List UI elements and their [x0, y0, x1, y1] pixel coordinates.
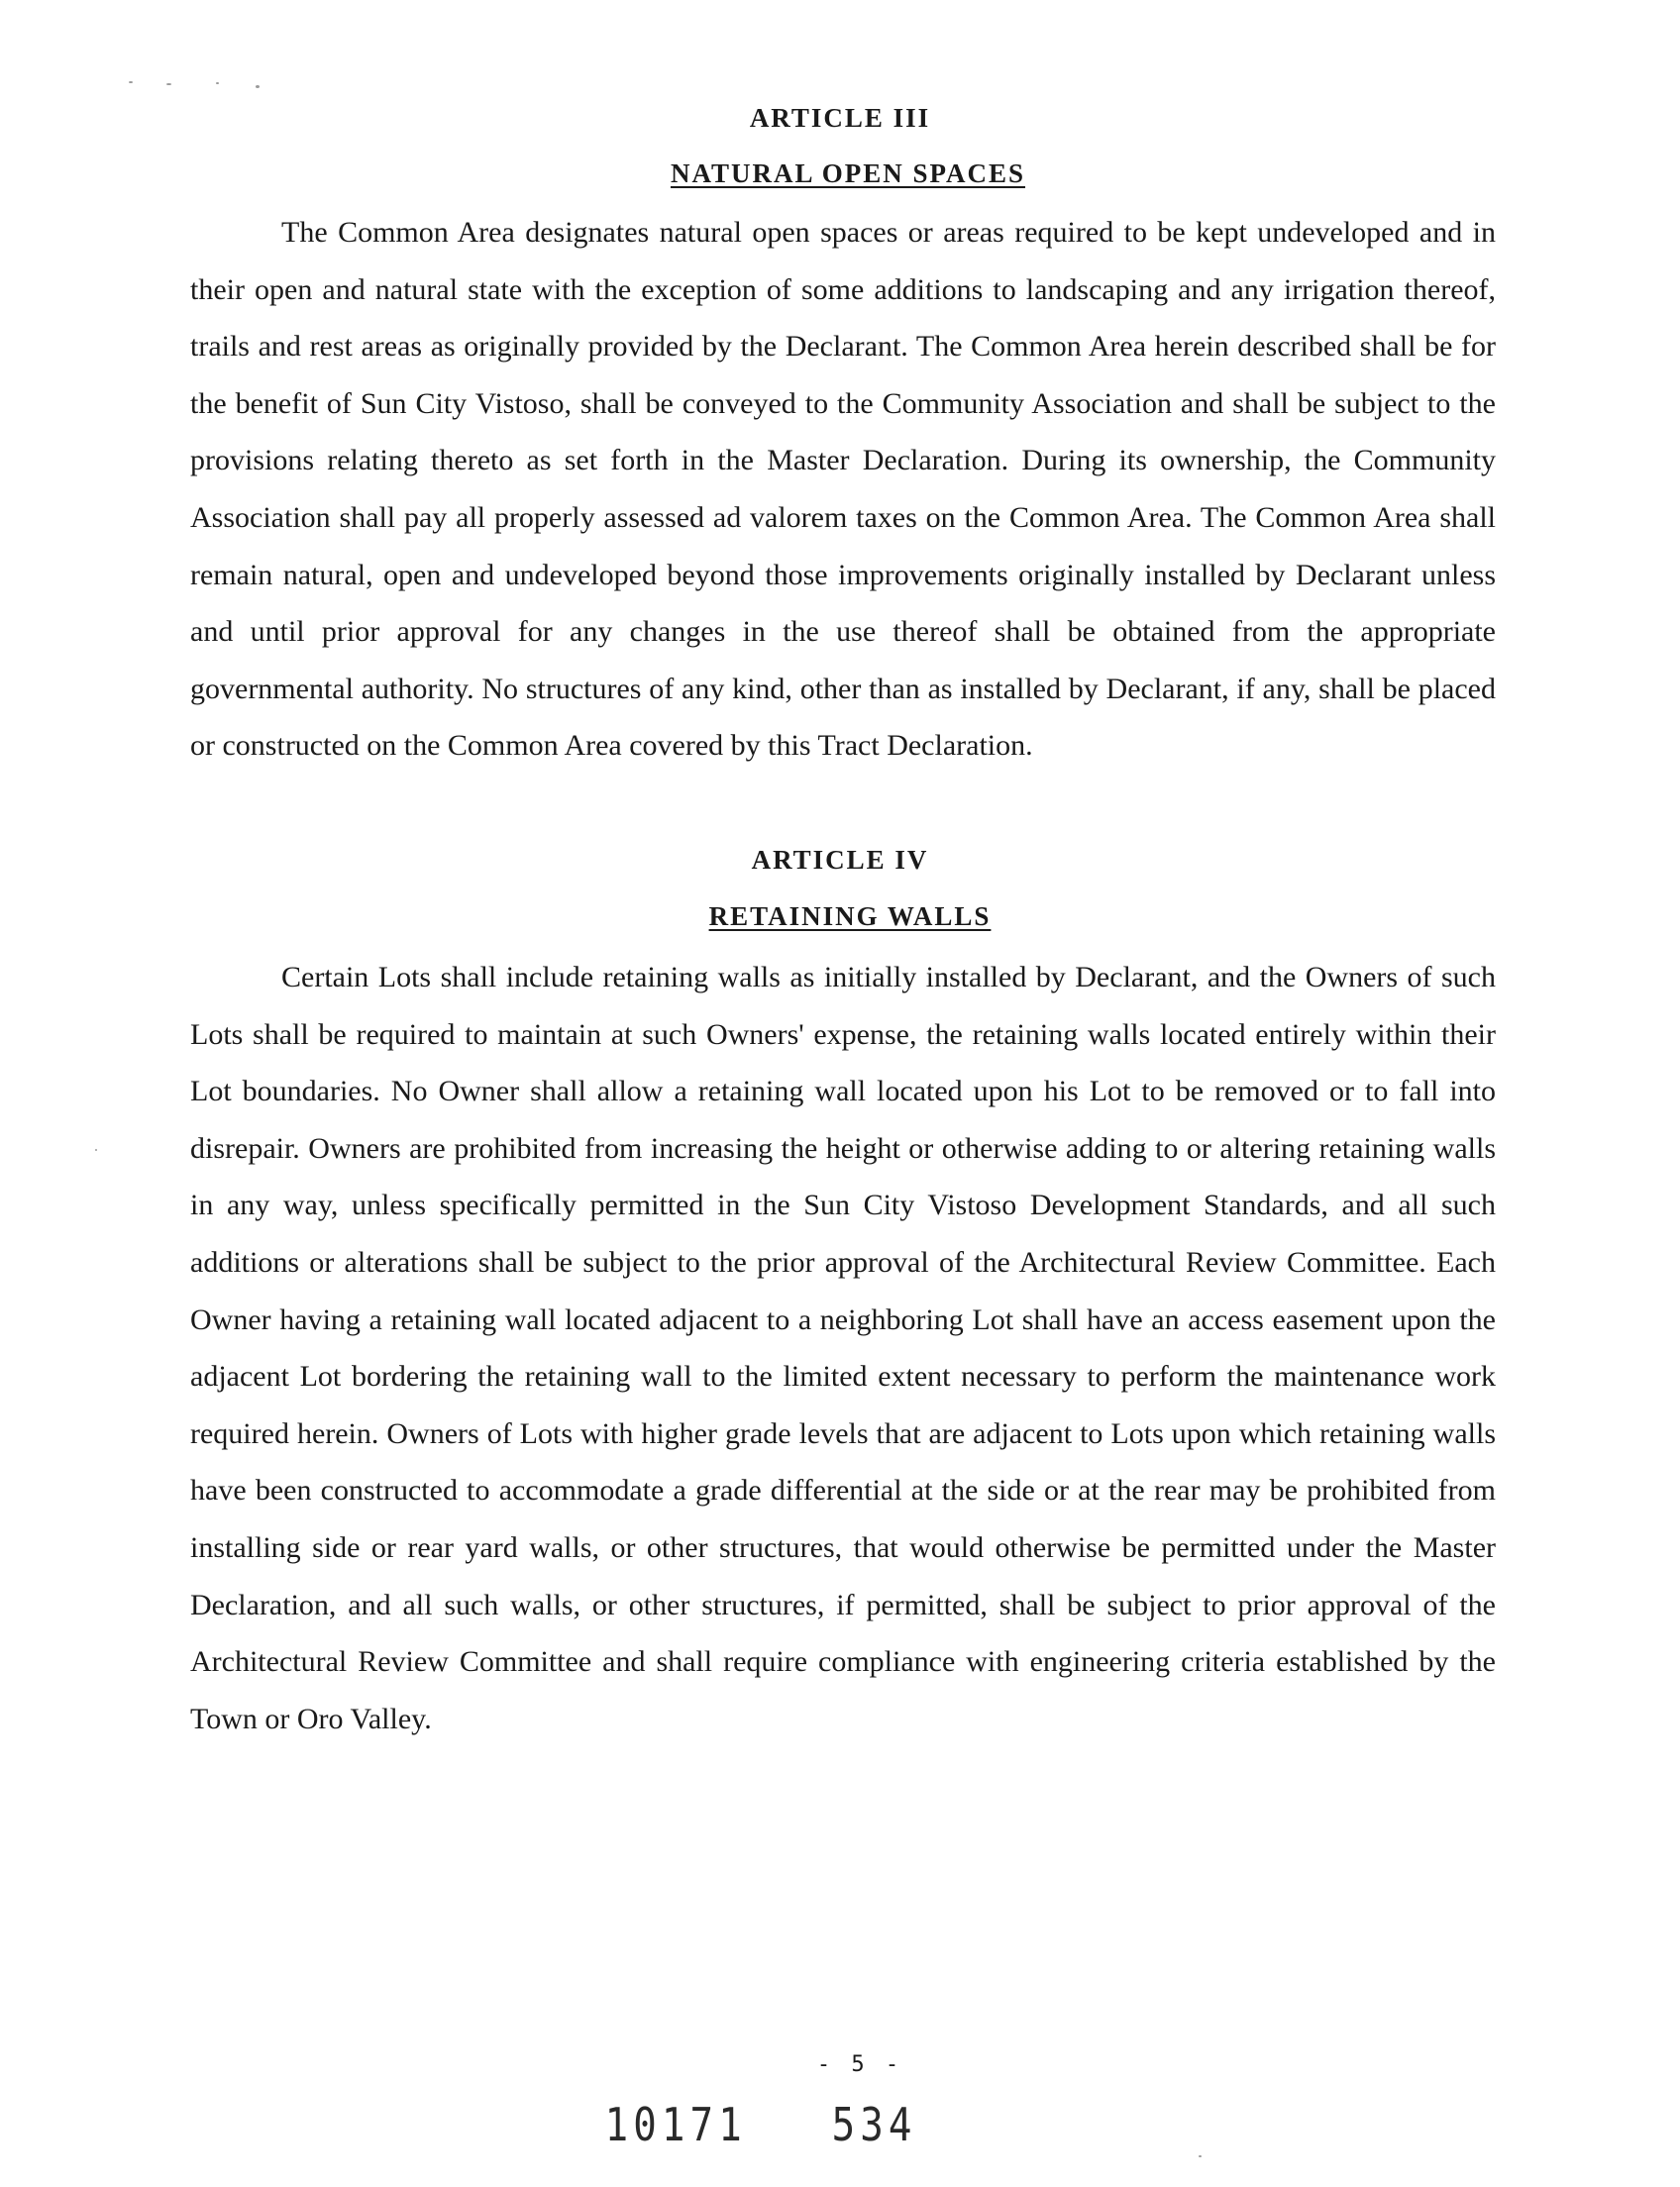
scan-speck	[216, 82, 219, 84]
article-3-paragraph: The Common Area designates natural open spaces or areas required to be kept undeveloped and in their open and natural state with the exception of some additions to landscaping and any irrigation thereof, trails and rest areas as originally provided by the Declarant. The Common Area herein described shall be for the benefit of Sun City Vistoso, shall be conveyed to the Community Association and shall be subject to the provisions relating thereto as set forth in the Master Declaration. During its ownership, the Community Association shall pay all properly assessed ad valorem taxes on the Common Area. The Common Area shall remain natural, open and undeveloped beyond those improvements originally installed by Declarant unless and until prior approval for any changes in the use thereof shall be obtained from the appropriate governmental authority. No structures of any kind, other than as installed by Declarant, if any, shall be placed or constructed on the Common Area covered by this Tract Declaration.	[190, 216, 1496, 763]
scan-speck	[95, 1149, 97, 1151]
scan-speck	[256, 85, 260, 88]
article-3-title: ARTICLE III	[749, 103, 931, 133]
article-4-subtitle	[10, 901, 1680, 932]
page-number: - 5 -	[816, 2052, 903, 2077]
recording-book-stamp: 10171	[604, 2098, 747, 2151]
article-3-subtitle-text: NATURAL OPEN SPACES	[670, 158, 1026, 188]
recording-page-stamp: 534	[831, 2098, 917, 2151]
scan-speck	[1199, 2155, 1202, 2157]
scan-speck	[166, 83, 171, 85]
article-4-paragraph: Certain Lots shall include retaining walls as initially installed by Declarant, and the Owners of such Lots shall be required to maintain at such Owners' expense, the retaining walls located entirely within their Lot boundaries. No Owner shall allow a retaining wall located upon his Lot to be removed or to fall into disrepair. Owners are prohibited from increasing the height or otherwise adding to or altering retaining walls in any way, unless specifically permitted in the Sun City Vistoso Development Standards, and all such additions or alterations shall be subject to the prior approval of the Architectural Review Committee. Each Owner having a retaining wall located adjacent to a neighboring Lot shall have an access easement upon the adjacent Lot bordering the retaining wall to the limited extent necessary to perform the maintenance work required herein. Owners of Lots with higher grade levels that are adjacent to Lots upon which retaining walls have been constructed to accommodate a grade differential at the side or at the rear may be prohibited from installing side or rear yard walls, or other structures, that would otherwise be permitted under the Master Declaration, and all such walls, or other structures, if permitted, shall be subject to prior approval of the Architectural Review Committee and shall require compliance with engineering criteria established by the Town or Oro Valley.	[190, 961, 1496, 1735]
scan-speck	[129, 81, 133, 83]
article-4-subtitle-text: RETAINING WALLS	[708, 901, 992, 931]
article-3-subtitle	[8, 158, 1680, 189]
article-4-title: ARTICLE IV	[751, 845, 929, 875]
